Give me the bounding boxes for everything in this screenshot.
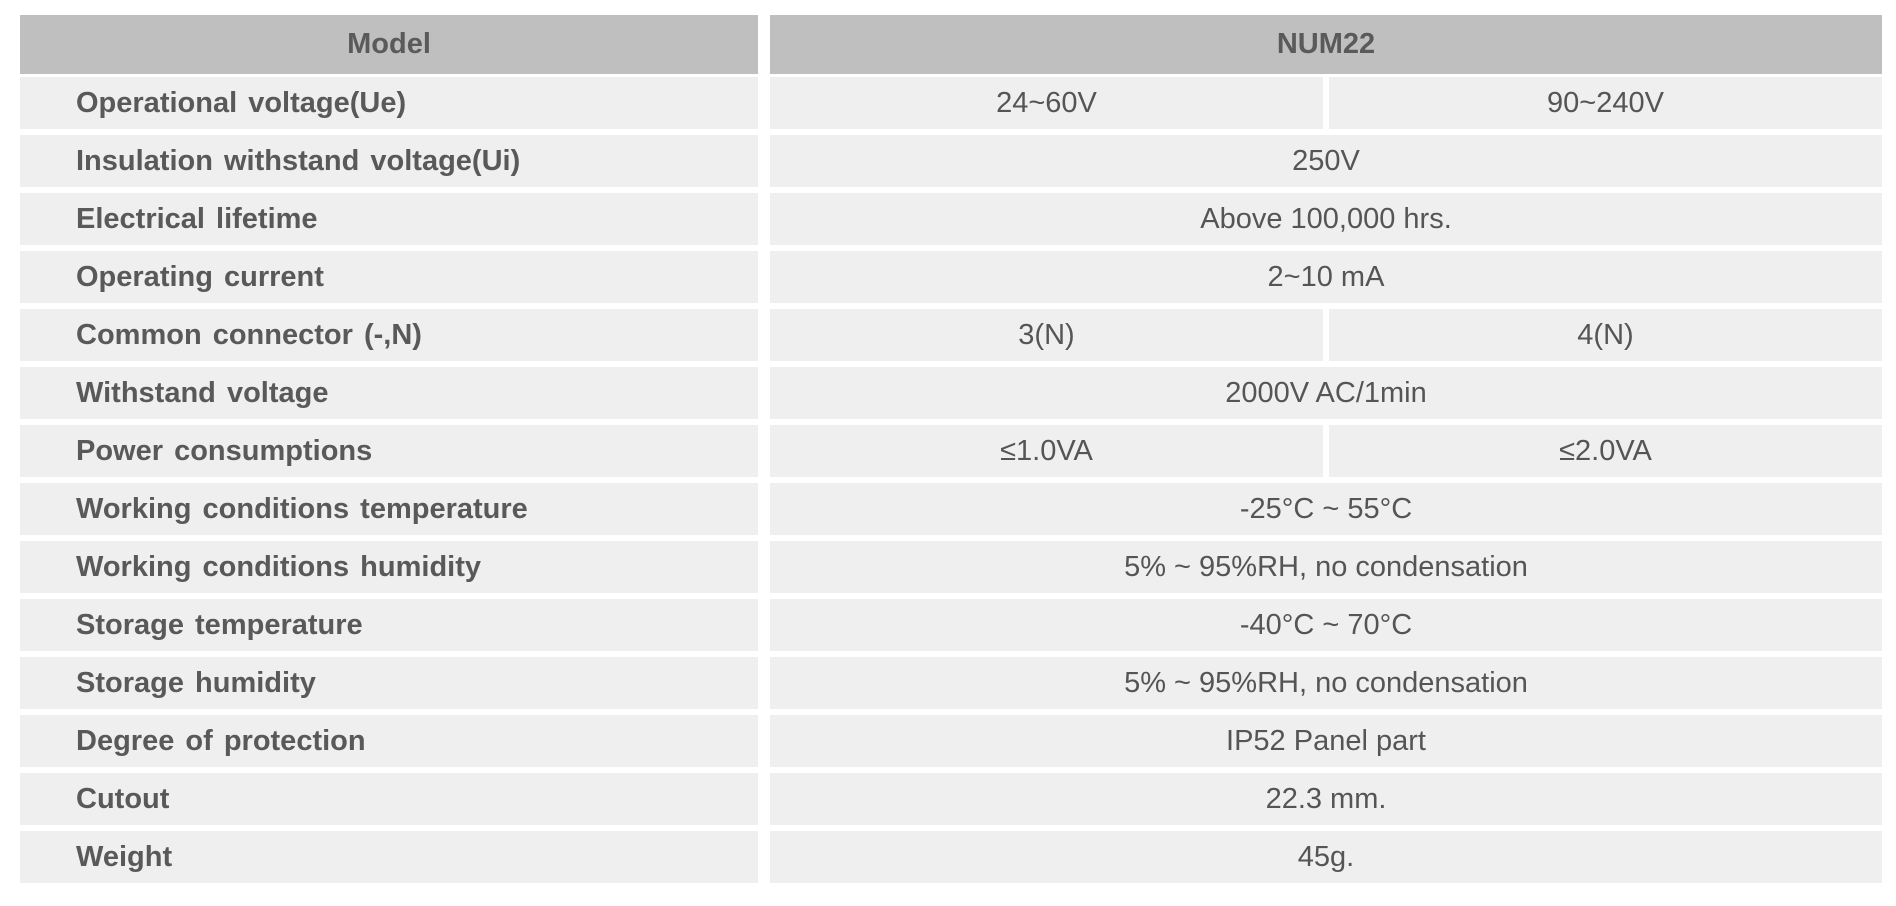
table-row	[20, 541, 1882, 593]
row-value: 22.3 mm.	[770, 773, 1882, 825]
table-row	[20, 599, 1882, 651]
row-label: Withstand voltage	[20, 367, 758, 419]
spec-table	[20, 15, 1882, 883]
table-row	[20, 483, 1882, 535]
row-value: 3(N)	[770, 309, 1323, 361]
row-value: 4(N)	[1329, 309, 1882, 361]
row-value: 2~10 mA	[770, 251, 1882, 303]
row-value-area	[770, 483, 1882, 535]
table-row	[20, 77, 1882, 129]
row-label: Power consumptions	[20, 425, 758, 477]
row-value: Above 100,000 hrs.	[770, 193, 1882, 245]
header-model-value: NUM22	[770, 15, 1882, 74]
table-row	[20, 367, 1882, 419]
row-value: 45g.	[770, 831, 1882, 883]
row-label: Storage temperature	[20, 599, 758, 651]
row-label: Working conditions humidity	[20, 541, 758, 593]
row-value-area	[770, 425, 1882, 477]
row-value: 5% ~ 95%RH, no condensation	[770, 541, 1882, 593]
row-label: Working conditions temperature	[20, 483, 758, 535]
row-value-area	[770, 135, 1882, 187]
table-row	[20, 715, 1882, 767]
table-row	[20, 251, 1882, 303]
row-value-area	[770, 367, 1882, 419]
row-value: 5% ~ 95%RH, no condensation	[770, 657, 1882, 709]
row-value: -25°C ~ 55°C	[770, 483, 1882, 535]
row-label: Degree of protection	[20, 715, 758, 767]
row-value: ≤2.0VA	[1329, 425, 1882, 477]
table-row	[20, 309, 1882, 361]
header-value-area	[770, 15, 1882, 74]
table-row	[20, 657, 1882, 709]
row-label: Weight	[20, 831, 758, 883]
row-value: 250V	[770, 135, 1882, 187]
table-body	[20, 77, 1882, 883]
row-label: Cutout	[20, 773, 758, 825]
row-value-area	[770, 541, 1882, 593]
row-value: 2000V AC/1min	[770, 367, 1882, 419]
header-model-label: Model	[20, 15, 758, 74]
row-value: ≤1.0VA	[770, 425, 1323, 477]
row-value-area	[770, 599, 1882, 651]
row-value-area	[770, 193, 1882, 245]
row-value: 24~60V	[770, 77, 1323, 129]
row-value: 90~240V	[1329, 77, 1882, 129]
table-header-row	[20, 15, 1882, 74]
row-value-area	[770, 773, 1882, 825]
row-label: Insulation withstand voltage(Ui)	[20, 135, 758, 187]
row-value-area	[770, 715, 1882, 767]
row-label: Electrical lifetime	[20, 193, 758, 245]
row-value-area	[770, 657, 1882, 709]
row-value-area	[770, 831, 1882, 883]
row-label: Operating current	[20, 251, 758, 303]
row-label: Common connector (-,N)	[20, 309, 758, 361]
table-row	[20, 425, 1882, 477]
row-value-area	[770, 309, 1882, 361]
table-row	[20, 831, 1882, 883]
row-value: IP52 Panel part	[770, 715, 1882, 767]
table-row	[20, 193, 1882, 245]
row-value-area	[770, 251, 1882, 303]
row-value-area	[770, 77, 1882, 129]
row-label: Operational voltage(Ue)	[20, 77, 758, 129]
row-value: -40°C ~ 70°C	[770, 599, 1882, 651]
table-row	[20, 135, 1882, 187]
row-label: Storage humidity	[20, 657, 758, 709]
table-row	[20, 773, 1882, 825]
